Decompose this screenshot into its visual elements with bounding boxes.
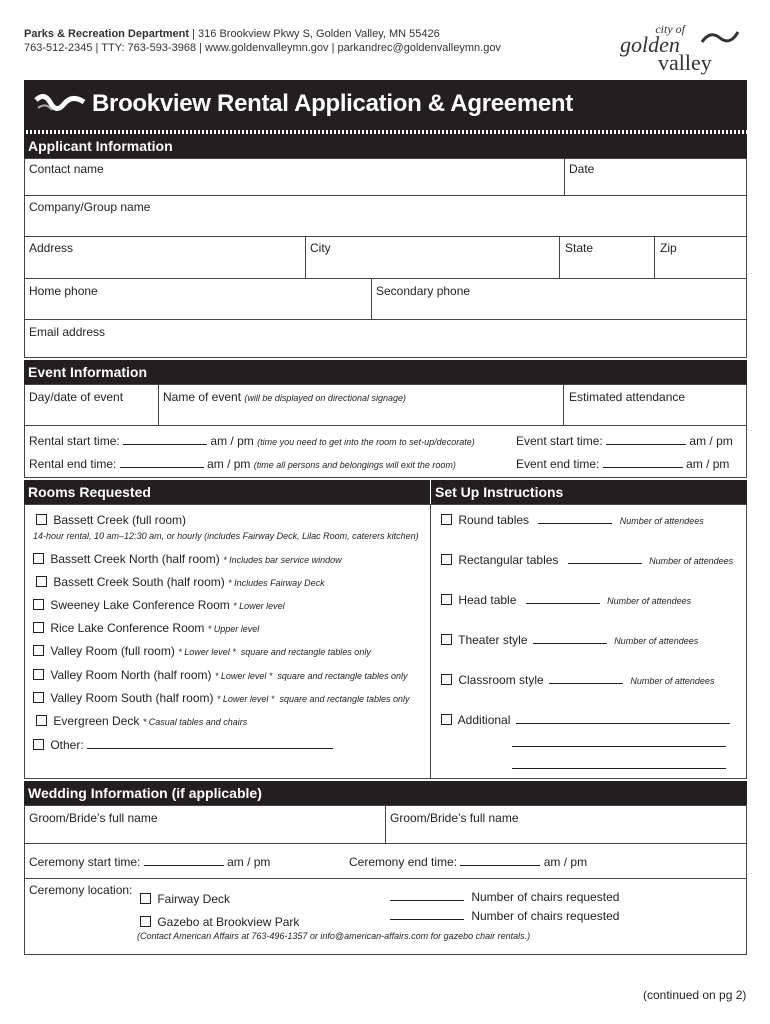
secondary-phone-field[interactable]: Secondary phone <box>376 284 471 298</box>
email-field[interactable]: Email address <box>29 325 106 339</box>
rental-end-input[interactable] <box>120 457 204 468</box>
header-line-1: Parks & Recreation Department | 316 Brookview Pkwy S, Golden Valley, MN 55426 <box>24 28 440 40</box>
city-field[interactable]: City <box>310 241 331 255</box>
setup-item[interactable]: Head table Number of attendees <box>441 593 691 607</box>
setup-count-input[interactable] <box>526 593 600 604</box>
event-start-label: Event start time: <box>516 434 603 448</box>
event-start-input[interactable] <box>606 434 686 445</box>
checkbox-icon[interactable] <box>33 553 44 564</box>
rental-end-ampm: am / pm <box>207 457 251 471</box>
checkbox-icon[interactable] <box>33 669 44 680</box>
other-room-input[interactable] <box>87 738 333 749</box>
groom-bride-2-field[interactable]: Groom/Bride’s full name <box>390 811 519 825</box>
chairs-input-2[interactable] <box>390 909 464 920</box>
event-start-row <box>516 434 733 448</box>
checkbox-icon[interactable] <box>441 594 452 605</box>
attendance-field[interactable]: Estimated attendance <box>569 390 686 404</box>
groom-bride-1-field[interactable]: Groom/Bride’s full name <box>29 811 158 825</box>
rental-start-ampm: am / pm <box>210 434 254 448</box>
setup-count-input[interactable] <box>533 633 607 644</box>
setup-item[interactable]: Classroom style Number of attendees <box>441 673 714 687</box>
event-name-label: Name of event <box>163 390 242 404</box>
event-heading: Event Information <box>24 360 747 384</box>
department-address: 316 Brookview Pkwy S, Golden Valley, MN 55426 <box>198 28 440 40</box>
checkbox-icon[interactable] <box>441 554 452 565</box>
setup-item[interactable]: Theater style Number of attendees <box>441 633 698 647</box>
room-item[interactable]: Rice Lake Conference Room * Upper level <box>33 621 259 635</box>
additional-line-2[interactable] <box>512 746 726 747</box>
setup-count-input[interactable] <box>568 553 642 564</box>
rental-start-label: Rental start time: <box>29 434 120 448</box>
setup-item-additional[interactable]: Additional <box>441 713 730 727</box>
department-name: Parks & Recreation Department <box>24 28 190 40</box>
checkbox-icon[interactable] <box>36 715 47 726</box>
ceremony-start-row: Ceremony start time: am / pm <box>29 855 271 869</box>
checkbox-icon[interactable] <box>441 674 452 685</box>
applicant-box <box>24 158 747 358</box>
applicant-heading: Applicant Information <box>24 134 747 158</box>
room-item[interactable]: Bassett Creek (full room) <box>36 513 186 527</box>
rental-end-label: Rental end time: <box>29 457 117 471</box>
rental-end-note: (time all persons and belongings will exit the room) <box>253 460 456 470</box>
gazebo-note: (Contact American Affairs at 763-496-1357 or info@american-affairs.com for gazebo chair rentals.) <box>137 931 531 941</box>
checkbox-icon[interactable] <box>441 714 452 725</box>
ceremony-location-label: Ceremony location: <box>29 883 133 897</box>
event-start-ampm: am / pm <box>689 434 733 448</box>
checkbox-icon[interactable] <box>140 916 151 927</box>
home-phone-field[interactable]: Home phone <box>29 284 98 298</box>
address-field[interactable]: Address <box>29 241 74 255</box>
logo-wave-icon <box>700 28 740 48</box>
ceremony-end-row: Ceremony end time: am / pm <box>349 855 588 869</box>
room-item[interactable]: Valley Room (full room) * Lower level * square and rectangle tables only <box>33 644 371 658</box>
event-name-note: (will be displayed on directional signage) <box>244 393 406 403</box>
rental-start-input[interactable] <box>123 434 207 445</box>
contact-name-field[interactable]: Contact name <box>29 162 104 176</box>
rental-start-row <box>29 434 475 448</box>
location-gazebo[interactable]: Gazebo at Brookview Park <box>140 915 299 929</box>
event-date-field[interactable]: Day/date of event <box>29 390 124 404</box>
ceremony-start-input[interactable] <box>144 855 224 866</box>
setup-item[interactable]: Round tables Number of attendees <box>441 513 704 527</box>
checkbox-icon[interactable] <box>441 634 452 645</box>
chairs-row-1: Number of chairs requested <box>390 890 619 904</box>
setup-count-input[interactable] <box>549 673 623 684</box>
ceremony-end-input[interactable] <box>460 855 540 866</box>
wedding-heading: Wedding Information (if applicable) <box>24 781 747 805</box>
room-item[interactable]: Evergreen Deck * Casual tables and chairs <box>36 714 247 728</box>
checkbox-icon[interactable] <box>33 739 44 750</box>
additional-input[interactable] <box>516 713 730 724</box>
date-field[interactable]: Date <box>569 162 595 176</box>
logo-golden: golden <box>620 32 680 57</box>
state-field[interactable]: State <box>565 241 594 255</box>
checkbox-icon[interactable] <box>441 514 452 525</box>
event-end-ampm: am / pm <box>686 457 730 471</box>
room-item[interactable]: Bassett Creek South (half room) * Includes Fairway Deck <box>36 575 325 589</box>
event-end-label: Event end time: <box>516 457 600 471</box>
room-item[interactable]: Valley Room South (half room) * Lower level * square and rectangle tables only <box>33 691 410 705</box>
event-name-field[interactable] <box>163 390 406 404</box>
page-title: Brookview Rental Application & Agreement <box>92 90 573 117</box>
event-end-input[interactable] <box>603 457 683 468</box>
company-field[interactable]: Company/Group name <box>29 200 151 214</box>
checkbox-icon[interactable] <box>140 893 151 904</box>
checkbox-icon[interactable] <box>36 576 47 587</box>
checkbox-icon[interactable] <box>33 599 44 610</box>
room-item[interactable]: Valley Room North (half room) * Lower level * square and rectangle tables only <box>33 668 408 682</box>
setup-heading: Set Up Instructions <box>431 480 747 504</box>
rental-end-row <box>29 457 456 471</box>
logo-valley: valley <box>658 50 712 75</box>
location-fairway[interactable]: Fairway Deck <box>140 892 230 906</box>
room-item-other[interactable]: Other: <box>33 738 333 752</box>
setup-item[interactable]: Rectangular tables Number of attendees <box>441 553 733 567</box>
city-logo <box>620 22 740 80</box>
chairs-input-1[interactable] <box>390 890 464 901</box>
title-bar <box>24 80 747 130</box>
checkbox-icon[interactable] <box>33 645 44 656</box>
wave-logo-icon <box>34 92 86 118</box>
bassett-full-note: 14-hour rental, 10 am–12:30 am, or hourly (includes Fairway Deck, Lilac Room, caterers kitchen) <box>33 531 419 541</box>
room-item[interactable]: Bassett Creek North (half room) * Includes bar service window <box>33 552 342 566</box>
chairs-row-2: Number of chairs requested <box>390 909 619 923</box>
zip-field[interactable]: Zip <box>660 241 677 255</box>
continued-note: (continued on pg 2) <box>643 988 747 1002</box>
header-contact: 763-512-2345 | TTY: 763-593-3968 | www.goldenvalleymn.gov | parkandrec@goldenvalleymn.gov <box>24 42 501 54</box>
event-end-row <box>516 457 729 471</box>
rental-start-note: (time you need to get into the room to set-up/decorate) <box>257 437 475 447</box>
rooms-heading: Rooms Requested <box>24 480 430 504</box>
additional-line-3[interactable] <box>512 768 726 769</box>
room-item[interactable]: Sweeney Lake Conference Room * Lower level <box>33 598 285 612</box>
checkbox-icon[interactable] <box>36 514 47 525</box>
checkbox-icon[interactable] <box>33 622 44 633</box>
logo-city-of: city of <box>655 22 685 36</box>
checkbox-icon[interactable] <box>33 692 44 703</box>
setup-count-input[interactable] <box>538 513 612 524</box>
